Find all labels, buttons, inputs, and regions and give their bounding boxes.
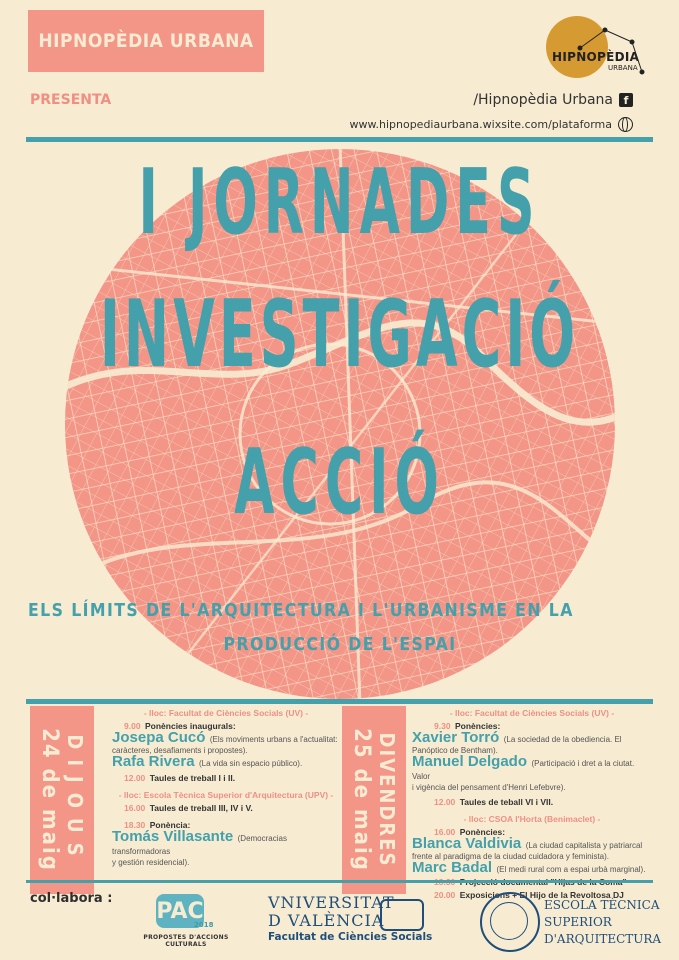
talk-title: (El medi rural com a espai urbà marginal). (496, 865, 646, 874)
divider-middle (26, 699, 653, 704)
time: 9.30 (434, 721, 451, 731)
speaker-name: Marc Badal (412, 859, 493, 876)
speaker-name: Manuel Delgado (412, 753, 528, 770)
talk-title: y gestión residencial). (112, 858, 190, 867)
pac-logo-mark: PAC (156, 894, 204, 928)
website-url[interactable]: www.hipnopediaurbana.wixsite.com/plataforma (349, 118, 612, 131)
day2-banner (342, 706, 406, 894)
agenda-item: Taules de treball I i II. (149, 773, 236, 783)
uv-logo (262, 893, 434, 949)
agenda-item: Exposicions + El Hijo de la Revoltosa DJ (459, 890, 624, 900)
pac-logo (130, 894, 242, 950)
etsa-name-line-2: SUPERIOR (544, 915, 612, 929)
agenda-item: Taules de teball VI i VII. (459, 797, 554, 807)
time: 12.00 (434, 797, 456, 807)
etsa-seal-icon (480, 892, 540, 952)
time: 12.00 (124, 773, 146, 783)
talk-title: Panóptico de Bentham). (412, 746, 498, 755)
agenda-item: Ponència: (149, 820, 191, 830)
brand-title: HIPNOPÈDIA URBANA (38, 30, 254, 52)
speaker-name: Rafa Rivera (112, 753, 195, 770)
day1-venue-2: - lloc: Escola Tècnica Superior d'Arquitectura (UPV) - (118, 790, 334, 800)
etsa-name-line-3: D'ARQUITECTURA (544, 932, 662, 946)
day1-weekday: DIJOUS (63, 734, 87, 866)
title-line-3: ACCIÓ (234, 429, 445, 535)
pac-year: 2018 (194, 921, 214, 929)
talk-title: caràcteres, desafiaments i propostes). (112, 746, 248, 755)
talk-title: (Democracias transformadoras (112, 834, 287, 856)
agenda-item: Ponències: (455, 721, 501, 731)
logo-subtitle: URBANA (608, 64, 638, 72)
presenta-label: PRESENTA (30, 92, 112, 108)
speaker-name: Tomás Villasante (112, 828, 234, 845)
day2-label (348, 728, 400, 872)
day1-date: 24 de maig (37, 728, 62, 872)
uv-name-line-1: VNIVERSITAT (268, 893, 395, 912)
talk-title: frente al paradigma de la ciudad cuidadora y feminista). (412, 852, 609, 861)
logo-wordmark: HIPNOPÈDIA (552, 50, 640, 64)
uv-name-line-2: D VALÈNCIA (268, 911, 385, 930)
agenda-item: Taules de treball III, IV i V. (149, 803, 253, 813)
website-line[interactable] (350, 117, 634, 132)
uv-faculty: Facultat de Ciències Socials (268, 931, 433, 943)
facebook-line[interactable] (473, 92, 633, 108)
time: 16.00 (434, 827, 456, 837)
day2-programme (412, 708, 652, 901)
title-line-1: I JORNADES (138, 149, 541, 255)
day1-venue-1: - lloc: Facultat de Ciències Socials (UV) - (143, 708, 309, 718)
talk-title: (La sociedad de la obediencia. El (503, 735, 622, 744)
agenda-item: Ponències: (459, 827, 506, 837)
time: 16.00 (124, 803, 146, 813)
subtitle-line-1: ELS LÍMITS DE L'ARQUITECTURA I L'URBANISME EN LA (28, 601, 574, 621)
talk-title: (Participació i dret a la ciutat. Valor (412, 759, 635, 781)
facebook-icon: f (619, 93, 633, 107)
day2-venue-1: - lloc: Facultat de Ciències Socials (UV) - (449, 708, 615, 718)
time: 20.00 (434, 890, 456, 900)
collabora-label: col·labora : (30, 891, 113, 906)
divider-bottom (26, 880, 653, 883)
talk-title: (La ciudad capitalista y patriarcal (525, 841, 643, 850)
etsa-name-line-1: ESCOLA TÈCNICA (544, 898, 660, 912)
day2-date: 25 de maig (349, 728, 374, 872)
talk-title: i vigència del pensament d'Henri Lefebvre). (412, 783, 566, 792)
uv-emblem-icon (380, 899, 424, 931)
title-line-2: INVESTIGACIÓ (99, 280, 580, 390)
speaker-name: Josepa Cucó (112, 729, 206, 746)
globe-icon (618, 117, 633, 132)
divider-top (26, 137, 653, 142)
pac-caption: PROPOSTES D'ACCIONS CULTURALS (143, 934, 229, 948)
agenda-item: Ponències inaugurals: (145, 721, 236, 731)
day1-label (36, 728, 88, 872)
day2-weekday: DIVENDRES (375, 732, 399, 868)
etsa-logo (474, 892, 664, 954)
speaker-name: Xavier Torró (412, 729, 500, 746)
talk-title: (Els moviments urbans a l'actualitat: (209, 735, 338, 744)
subtitle-line-2: PRODUCCIÓ DE L'ESPAI (223, 635, 457, 655)
talk-title: (La vida sin espacio público). (199, 759, 303, 768)
day1-banner (30, 706, 94, 894)
day1-programme (112, 708, 340, 868)
time: 18.30 (124, 820, 146, 830)
speaker-name: Blanca Valdivia (412, 835, 522, 852)
brand-banner (28, 10, 264, 72)
day2-venue-2: - lloc: CSOA l'Horta (Benimaclet) - (463, 814, 601, 824)
time: 9.00 (124, 721, 141, 731)
facebook-handle[interactable]: /Hipnopèdia Urbana (473, 92, 613, 108)
